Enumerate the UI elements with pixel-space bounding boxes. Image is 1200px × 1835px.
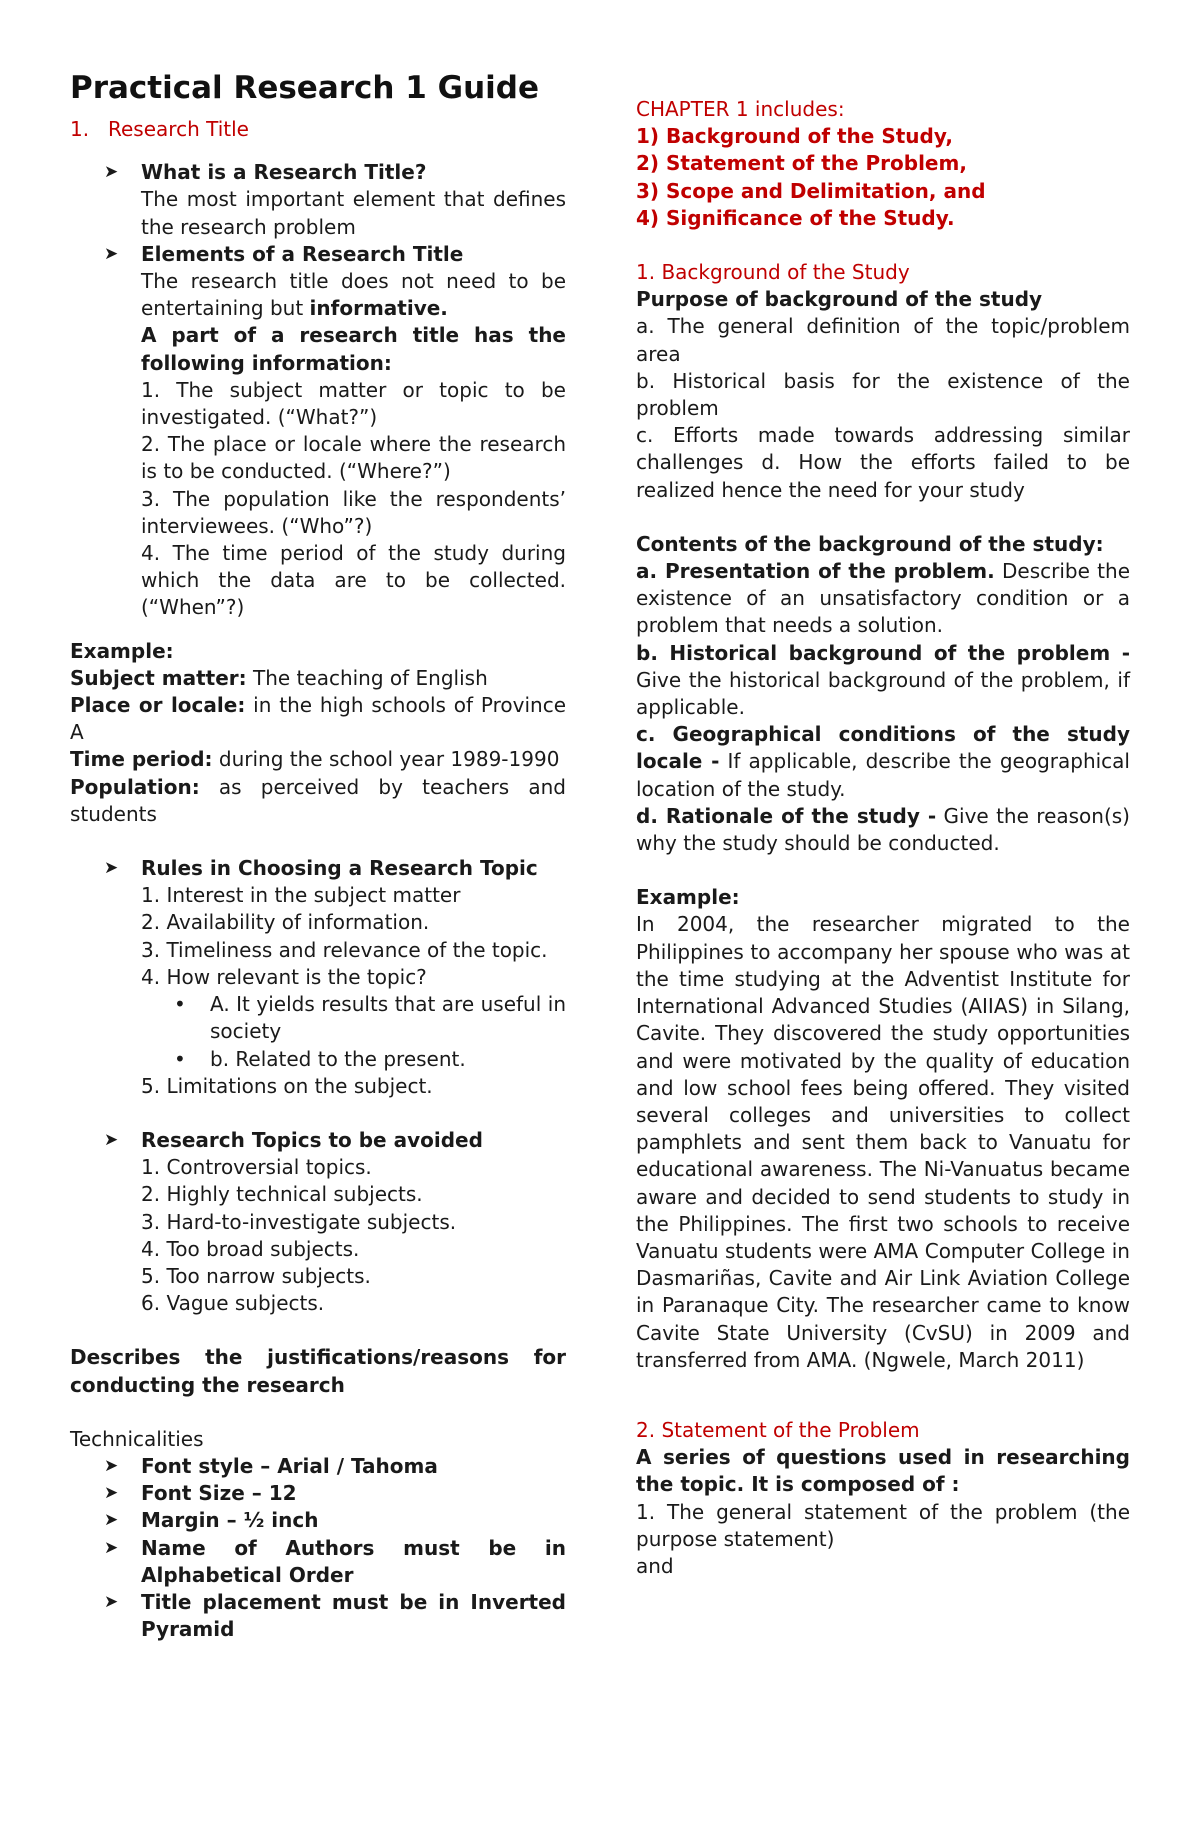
example-row: Population: as perceived by teachers and students (70, 774, 566, 826)
avoid-item: 2. Highly technical subjects. (141, 1182, 423, 1207)
statement-description: A series of questions used in researching the topic. It is composed of : (636, 1445, 1130, 1497)
arrow-bullet-icon: ➤ (104, 1483, 119, 1504)
arrow-bullet-icon: ➤ (104, 1537, 119, 1558)
arrow-bullet-icon: ➤ (104, 162, 119, 183)
rules-item: 4. How relevant is the topic? (141, 964, 427, 989)
technicalities-item: ➤ Font Size – 12 (70, 1480, 566, 1507)
purpose-item: a. The general definition of the topic/problem area (636, 314, 1130, 366)
part-item: 4. The time period of the study during which the data are to be collected. (“When”?) (141, 541, 566, 620)
part-item: 2. The place or locale where the research is to be conducted. (“Where?”) (141, 432, 566, 484)
background-heading: 1. Background of the Study (636, 260, 910, 285)
example-row: Subject matter: The teaching of English (70, 665, 488, 690)
avoid-item: 6. Vague subjects. (141, 1291, 325, 1316)
contents-item: d. Rationale of the study - Give the reason(s) why the study should be conducted. (636, 803, 1130, 856)
contents-item: b. Historical background of the problem - Give the historical background of the problem, if applicable. (636, 640, 1130, 720)
contents-heading: Contents of the background of the study: (636, 531, 1104, 556)
round-bullet-icon: • (174, 1046, 186, 1071)
describes-text: Describes the justifications/reasons for conducting the research (70, 1345, 566, 1397)
part-item: 3. The population like the respondents’ interviewees. (“Who”?) (141, 486, 566, 538)
example-label: Example: (636, 885, 740, 910)
document-title: Practical Research 1 Guide (70, 70, 539, 106)
elements-heading: ➤ Elements of a Research Title (70, 241, 566, 268)
avoid-item: 4. Too broad subjects. (141, 1236, 360, 1261)
what-is-body: The most important element that defines the research problem (141, 187, 566, 239)
arrow-bullet-icon: ➤ (104, 1129, 119, 1150)
rules-subitem: • b. Related to the present. (70, 1046, 566, 1073)
purpose-item: b. Historical basis for the existence of the problem (636, 368, 1130, 421)
contents-item: c. Geographical conditions of the study locale - If applicable, describe the geographical location of the study. (636, 722, 1130, 801)
rules-item: 1. Interest in the subject matter (141, 883, 461, 908)
technicalities-item: ➤ Font style – Arial / Tahoma (70, 1453, 566, 1480)
purpose-heading: Purpose of background of the study (636, 287, 1043, 312)
example-row: Time period: during the school year 1989-1990 (70, 747, 560, 772)
chapter-item: 2) Statement of the Problem, (636, 151, 967, 176)
technicalities-item: ➤ Name of Authors must be in Alphabetical Order (104, 1535, 566, 1587)
section-research-title-heading: 1. Research Title (70, 117, 249, 141)
technicalities-item: ➤ Margin – ½ inch (70, 1507, 566, 1534)
arrow-bullet-icon: ➤ (104, 1591, 119, 1612)
rules-heading: ➤ Rules in Choosing a Research Topic (70, 855, 566, 882)
statement-and: and (636, 1553, 674, 1578)
statement-item: 1. The general statement of the problem (the purpose statement) (636, 1499, 1130, 1551)
rules-item: 5. Limitations on the subject. (141, 1073, 433, 1098)
avoid-heading: ➤ Research Topics to be avoided (70, 1127, 566, 1154)
technicalities-label: Technicalities (70, 1426, 204, 1451)
rules-subitem: • A. It yields results that are useful in society (174, 992, 566, 1044)
round-bullet-icon: • (174, 992, 186, 1017)
arrow-bullet-icon: ➤ (104, 858, 119, 879)
technicalities-item: ➤ Title placement must be in Inverted Pyramid (104, 1589, 566, 1642)
elements-body: The research title does not need to be entertaining but informative. (141, 269, 566, 321)
arrow-bullet-icon: ➤ (104, 1510, 119, 1531)
rules-item: 2. Availability of information. (141, 910, 430, 935)
what-is-heading: ➤ What is a Research Title? (70, 159, 566, 186)
example-paragraph: In 2004, the researcher migrated to the Philippines to accompany her spouse who was at the time studying at the Adventist Institute for International Advanced Studies (AIIAS) in Silang, Cavite. They discovered the study opportunities and were motivated by the quality of education and low school fees being offered. They visited several colleges and universities to collect pamphlets and sent them back to Vanuatu for educational awareness. The Ni-Vanuatus became aware and decided to send students to study in the Philippines. The first two schools to receive Vanuatu students were AMA Computer College in Dasmariñas, Cavite and Air Link Aviation College in Paranaque City. The researcher came to know Cavite State University (CvSU) in 2009 and transferred from AMA. (Ngwele, March 2011) (636, 912, 1130, 1372)
left-column (70, 62, 566, 1643)
example-row: Place or locale: in the high schools of Province A (70, 693, 566, 745)
avoid-item: 1. Controversial topics. (141, 1155, 372, 1180)
rules-item: 3. Timeliness and relevance of the topic. (141, 937, 548, 962)
purpose-item: c. Efforts made towards addressing similar challenges d. How the efforts failed to be realized hence the need for your study (636, 423, 1130, 502)
arrow-bullet-icon: ➤ (104, 1455, 119, 1476)
statement-heading: 2. Statement of the Problem (636, 1417, 920, 1442)
arrow-bullet-icon: ➤ (104, 243, 119, 264)
chapter-item: 4) Significance of the Study. (636, 205, 955, 230)
contents-item: a. Presentation of the problem. Describe the existence of an unsatisfactory condition or a problem that needs a solution. (636, 559, 1130, 638)
avoid-item: 3. Hard-to-investigate subjects. (141, 1209, 457, 1234)
right-column (636, 96, 1130, 1580)
chapter-item: 3) Scope and Delimitation, and (636, 178, 986, 203)
example-label: Example: (70, 638, 174, 663)
part-item: 1. The subject matter or topic to be investigated. (“What?”) (141, 377, 566, 430)
chapter-item: 1) Background of the Study, (636, 124, 953, 149)
part-heading: A part of a research title has the following information: (141, 323, 566, 375)
avoid-item: 5. Too narrow subjects. (141, 1263, 371, 1288)
chapter-heading: CHAPTER 1 includes: (636, 97, 845, 121)
